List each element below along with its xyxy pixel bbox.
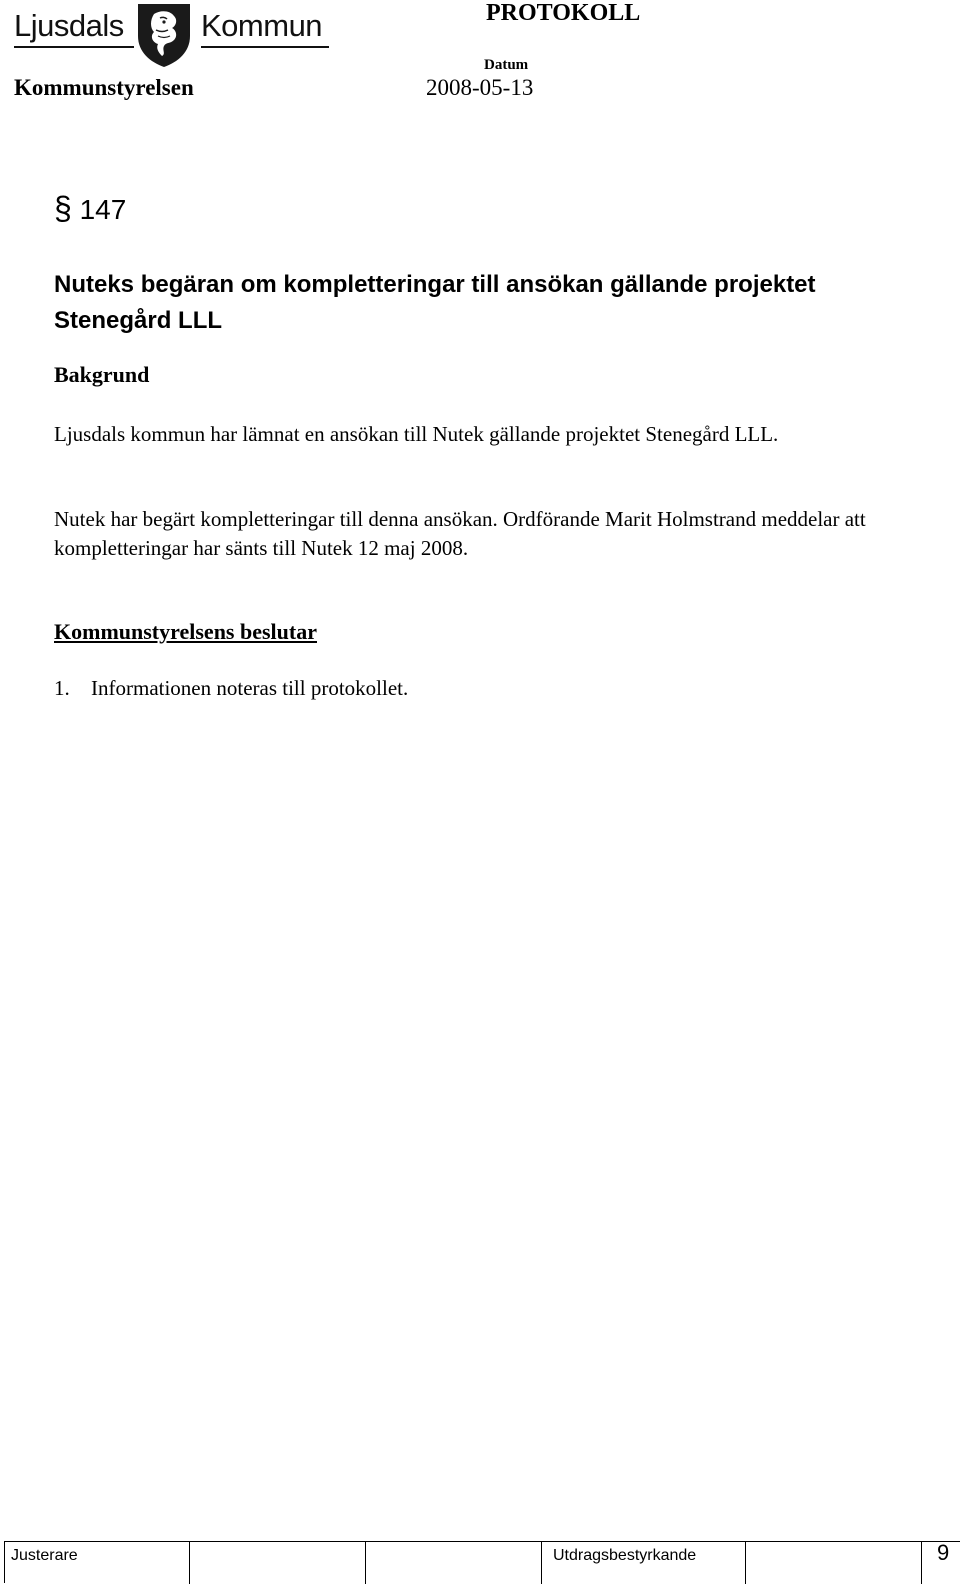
- footer-divider: [745, 1542, 746, 1584]
- page-number: 9: [937, 1540, 950, 1565]
- logo-underline-left: [14, 46, 134, 48]
- section-number-value: 147: [79, 194, 127, 225]
- decision-item-text: Informationen noteras till protokollet.: [91, 676, 409, 700]
- footer-divider: [365, 1542, 366, 1584]
- footer-divider: [921, 1542, 922, 1584]
- decision-item-number: 1.: [54, 676, 70, 700]
- footer-divider: [541, 1542, 542, 1584]
- organization-name: Kommunstyrelsen: [14, 75, 194, 100]
- utdragsbestyrkande-label: Utdragsbestyrkande: [553, 1547, 697, 1564]
- document-type: PROTOKOLL: [486, 0, 641, 26]
- page-title: Nuteks begäran om kompletteringar till ansökan gällande projektet Stenegård LLL: [54, 271, 816, 334]
- background-paragraph-2: Nutek har begärt kompletteringar till denna ansökan. Ordförande Marit Holmstrand meddelar att kompletteringar har sänts till Nutek 12 maj 2008.: [54, 507, 866, 560]
- logo-underline-right: [201, 46, 329, 48]
- date-label: Datum: [484, 57, 529, 73]
- justerare-label: Justerare: [11, 1547, 78, 1564]
- decision-heading: Kommunstyrelsens beslutar: [54, 619, 317, 644]
- section-sign: §: [54, 190, 72, 226]
- heraldic-lion-crest-icon: [134, 0, 194, 68]
- footer-divider: [189, 1542, 190, 1584]
- background-paragraph-1: Ljusdals kommun har lämnat en ansökan till Nutek gällande projektet Stenegård LLL.: [54, 422, 779, 446]
- logo-text-kommun: Kommun: [201, 8, 323, 43]
- logo-text-ljusdals: Ljusdals: [14, 8, 124, 43]
- signature-footer: [4, 1541, 960, 1583]
- background-heading: Bakgrund: [54, 362, 150, 387]
- section-number: [54, 190, 126, 227]
- decision-item: [54, 676, 408, 701]
- date-value: 2008-05-13: [426, 75, 534, 100]
